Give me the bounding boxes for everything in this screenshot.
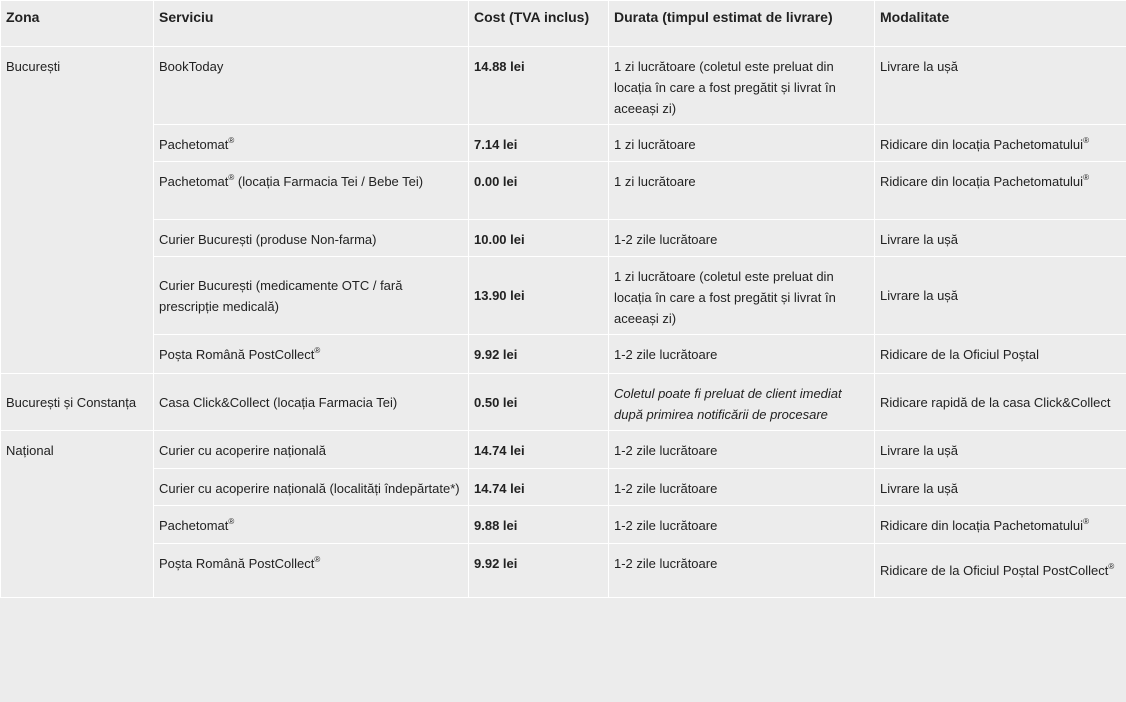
serviciu-cell: Curier București (medicamente OTC / fară prescripție medicală) [154, 257, 469, 335]
cost-cell: 14.88 lei [469, 47, 609, 125]
cost-cell: 7.14 lei [469, 125, 609, 162]
table-row [1, 47, 1126, 125]
cost-cell: 13.90 lei [469, 257, 609, 335]
header-serviciu: Serviciu [154, 1, 469, 47]
serviciu-text: Pachetomat [159, 137, 229, 152]
serviciu-cell [154, 506, 469, 544]
durata-cell: 1-2 zile lucrătoare [609, 431, 875, 469]
serviciu-text: Pachetomat [159, 174, 229, 189]
modalitate-text: Ridicare din locația Pachetomatului [880, 137, 1084, 152]
modalitate-cell: Livrare la ușă [875, 257, 1126, 335]
header-cost: Cost (TVA inclus) [469, 1, 609, 47]
table-header-row [1, 1, 1126, 47]
cost-cell: 10.00 lei [469, 220, 609, 257]
durata-cell: 1-2 zile lucrătoare [609, 335, 875, 374]
registered-mark: ® [228, 516, 235, 526]
serviciu-text-suffix: (locația Farmacia Tei / Bebe Tei) [234, 174, 424, 189]
cost-cell: 14.74 lei [469, 469, 609, 506]
header-modalitate: Modalitate [875, 1, 1126, 47]
durata-cell: 1 zi lucrătoare (coletul este preluat din locația în care a fost pregătit și livrat în aceeași zi) [609, 257, 875, 335]
table-row [1, 469, 1126, 506]
registered-mark: ® [228, 172, 235, 182]
modalitate-cell: Livrare la ușă [875, 469, 1126, 506]
serviciu-cell [154, 544, 469, 598]
modalitate-cell [875, 162, 1126, 220]
cost-cell: 0.00 lei [469, 162, 609, 220]
durata-cell: 1 zi lucrătoare [609, 162, 875, 220]
modalitate-text: Ridicare din locația Pachetomatului [880, 174, 1084, 189]
serviciu-cell: BookToday [154, 47, 469, 125]
serviciu-cell [154, 335, 469, 374]
serviciu-cell [154, 125, 469, 162]
durata-cell: 1 zi lucrătoare [609, 125, 875, 162]
serviciu-text: Pachetomat [159, 518, 229, 533]
cost-cell: 9.92 lei [469, 544, 609, 598]
modalitate-cell: Livrare la ușă [875, 431, 1126, 469]
header-durata: Durata (timpul estimat de livrare) [609, 1, 875, 47]
registered-mark: ® [1083, 172, 1089, 182]
table-row [1, 431, 1126, 469]
table-row [1, 125, 1126, 162]
durata-cell: 1-2 zile lucrătoare [609, 220, 875, 257]
modalitate-cell [875, 506, 1126, 544]
registered-mark: ® [1083, 135, 1089, 145]
table-row [1, 162, 1126, 220]
serviciu-cell: Curier cu acoperire națională [154, 431, 469, 469]
registered-mark: ® [314, 345, 321, 355]
zone-national: Național [1, 431, 154, 598]
table-row [1, 257, 1126, 335]
table-row [1, 335, 1126, 374]
registered-mark: ® [228, 135, 235, 145]
modalitate-cell: Ridicare rapidă de la casa Click&Collect [875, 374, 1126, 431]
table-row [1, 220, 1126, 257]
durata-cell: 1-2 zile lucrătoare [609, 544, 875, 598]
table-row [1, 506, 1126, 544]
serviciu-cell [154, 162, 469, 220]
durata-cell: Coletul poate fi preluat de client imediat după primirea notificării de procesare [609, 374, 875, 431]
serviciu-cell: Casa Click&Collect (locația Farmacia Tei) [154, 374, 469, 431]
modalitate-text: Ridicare din locația Pachetomatului [880, 518, 1084, 533]
modalitate-cell: Livrare la ușă [875, 220, 1126, 257]
modalitate-text: Ridicare de la Oficiul Poștal PostCollect [880, 563, 1109, 578]
registered-mark: ® [314, 554, 321, 564]
registered-mark: ® [1108, 561, 1115, 571]
cost-cell: 9.92 lei [469, 335, 609, 374]
zone-bucuresti-constanta: București și Constanța [1, 374, 154, 431]
durata-cell: 1 zi lucrătoare (coletul este preluat din locația în care a fost pregătit și livrat în aceeași zi) [609, 47, 875, 125]
registered-mark: ® [1083, 516, 1089, 526]
cost-cell: 9.88 lei [469, 506, 609, 544]
durata-cell: 1-2 zile lucrătoare [609, 469, 875, 506]
zone-bucuresti: București [1, 47, 154, 374]
table-row [1, 374, 1126, 431]
cost-cell: 0.50 lei [469, 374, 609, 431]
serviciu-text: Poșta Română PostCollect [159, 347, 315, 362]
header-zona: Zona [1, 1, 154, 47]
serviciu-cell: Curier cu acoperire națională (localități îndepărtate*) [154, 469, 469, 506]
table-row [1, 544, 1126, 598]
serviciu-cell: Curier București (produse Non-farma) [154, 220, 469, 257]
serviciu-text: Poșta Română PostCollect [159, 556, 315, 571]
modalitate-cell [875, 125, 1126, 162]
modalitate-cell: Livrare la ușă [875, 47, 1126, 125]
modalitate-cell [875, 544, 1126, 598]
cost-cell: 14.74 lei [469, 431, 609, 469]
modalitate-cell: Ridicare de la Oficiul Poștal [875, 335, 1126, 374]
durata-cell: 1-2 zile lucrătoare [609, 506, 875, 544]
